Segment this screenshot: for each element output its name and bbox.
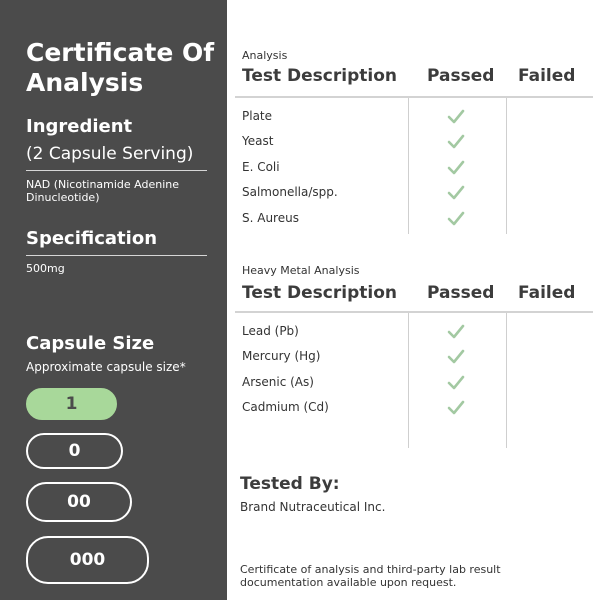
column-divider — [408, 313, 409, 448]
column-divider — [506, 98, 507, 234]
analysis-header-failed: Failed — [518, 66, 576, 86]
table-row: Plate — [242, 109, 273, 123]
analysis-header-rule — [235, 96, 593, 98]
analysis-header-description: Test Description — [242, 66, 397, 86]
table-row: Yeast — [242, 134, 274, 148]
heavy-metal-header-rule — [235, 311, 593, 313]
capsule-size-heading: Capsule Size — [26, 333, 155, 354]
tested-by-heading: Tested By: — [240, 474, 340, 494]
table-row: Salmonella/spp. — [242, 185, 338, 199]
ingredient-heading: Ingredient — [26, 116, 133, 137]
capsule-size-option-1[interactable]: 1 — [26, 388, 117, 420]
divider — [26, 255, 207, 256]
table-row: Lead (Pb) — [242, 324, 299, 338]
specification-value: 500mg — [26, 262, 65, 275]
results-panel — [227, 0, 600, 600]
ingredient-serving: (2 Capsule Serving) — [26, 144, 194, 164]
capsule-size-option-000[interactable]: 000 — [26, 536, 149, 584]
table-row: Cadmium (Cd) — [242, 400, 329, 414]
tested-by-value: Brand Nutraceutical Inc. — [240, 500, 386, 514]
heavy-metal-header-description: Test Description — [242, 283, 397, 303]
heavy-metal-header-passed: Passed — [427, 283, 495, 303]
table-row: S. Aureus — [242, 211, 299, 225]
check-icon — [447, 160, 465, 176]
check-icon — [447, 185, 465, 201]
capsule-size-note: Approximate capsule size* — [26, 360, 186, 374]
page-title: Certificate Of Analysis — [26, 38, 215, 97]
divider — [26, 170, 207, 171]
column-divider — [506, 313, 507, 448]
table-row: Arsenic (As) — [242, 375, 314, 389]
capsule-size-option-0[interactable]: 0 — [26, 433, 123, 469]
column-divider — [408, 98, 409, 234]
heavy-metal-section-label: Heavy Metal Analysis — [242, 264, 360, 277]
check-icon — [447, 211, 465, 227]
check-icon — [447, 400, 465, 416]
heavy-metal-header-failed: Failed — [518, 283, 576, 303]
check-icon — [447, 349, 465, 365]
left-panel — [0, 0, 227, 600]
check-icon — [447, 134, 465, 150]
check-icon — [447, 109, 465, 125]
check-icon — [447, 375, 465, 391]
table-row: Mercury (Hg) — [242, 349, 321, 363]
ingredient-name: NAD (Nicotinamide Adenine Dinucleotide) — [26, 178, 180, 204]
check-icon — [447, 324, 465, 340]
analysis-section-label: Analysis — [242, 49, 288, 62]
capsule-size-option-00[interactable]: 00 — [26, 482, 132, 522]
table-row: E. Coli — [242, 160, 280, 174]
specification-heading: Specification — [26, 228, 158, 249]
footnote: Certificate of analysis and third-party lab result documentation available upon request. — [240, 563, 501, 589]
analysis-header-passed: Passed — [427, 66, 495, 86]
